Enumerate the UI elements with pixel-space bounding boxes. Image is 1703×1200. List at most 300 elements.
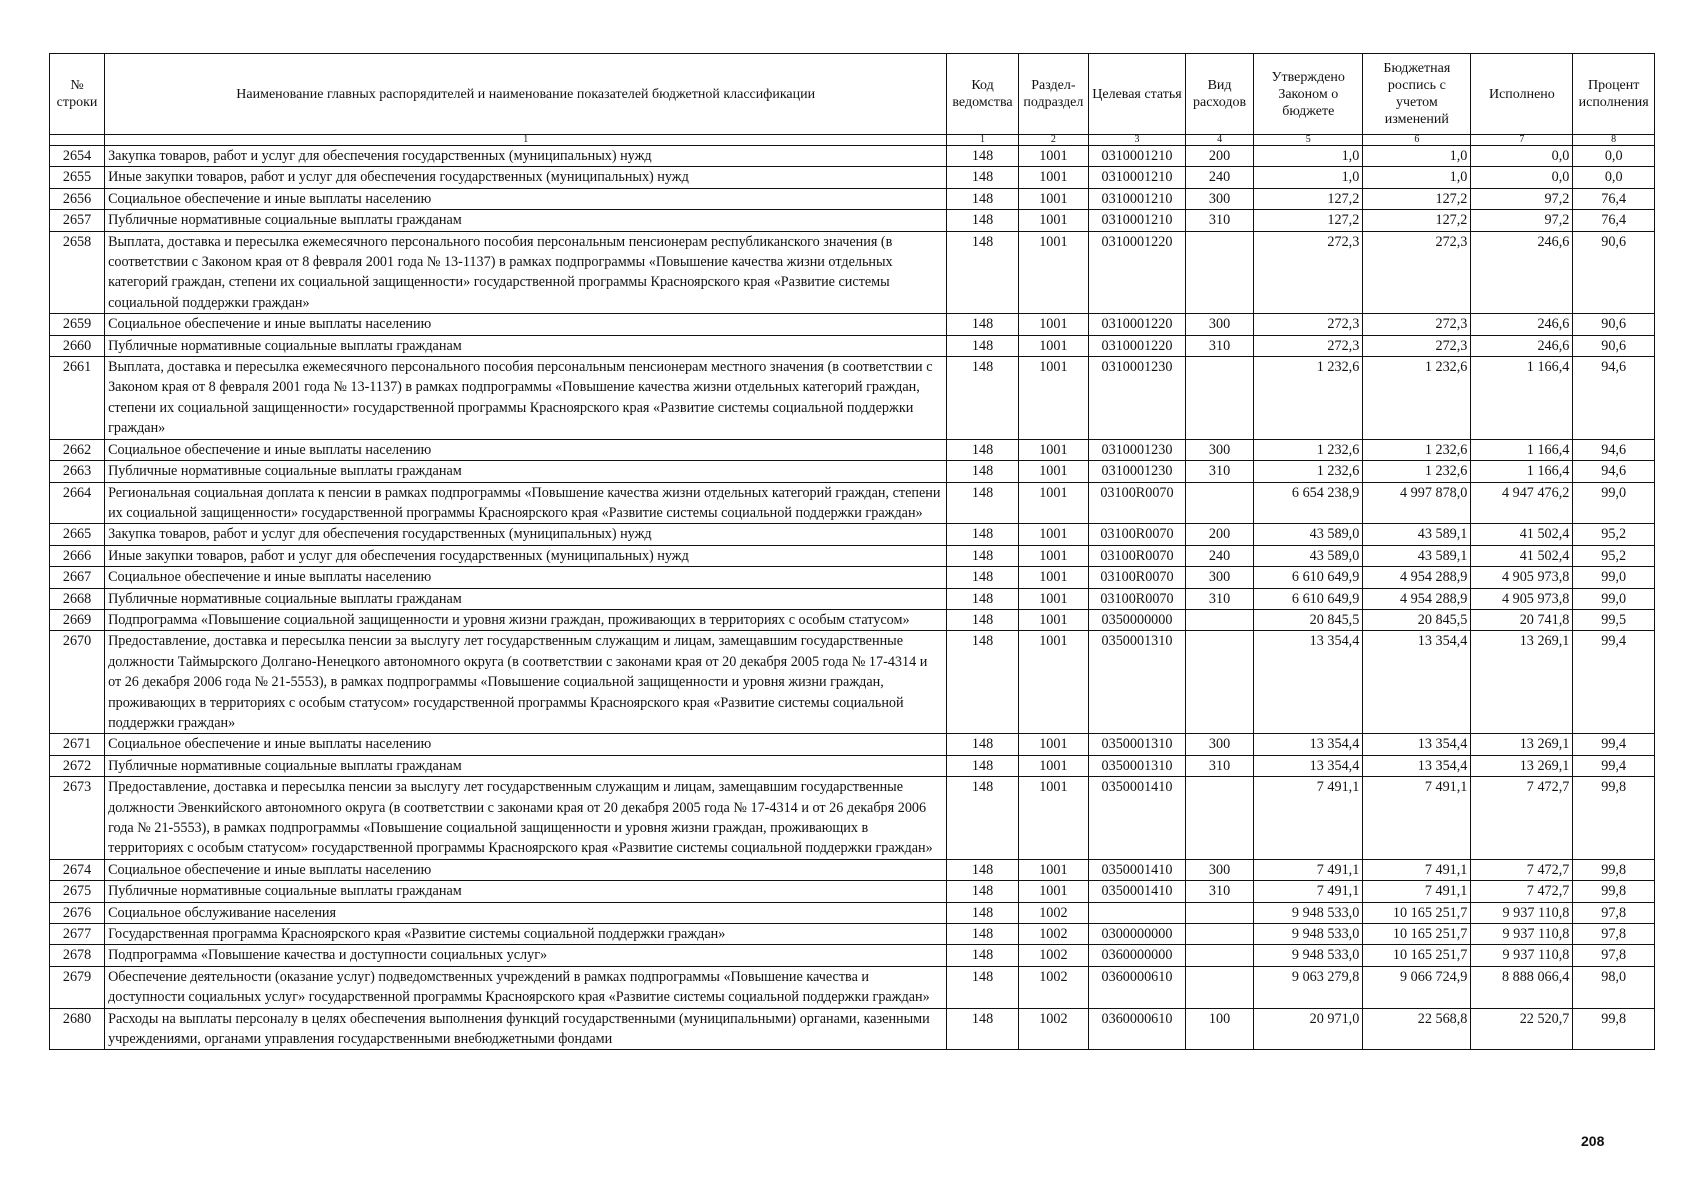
approved-amount-cell: 20 971,0: [1254, 1008, 1363, 1050]
percent-cell: 99,0: [1573, 567, 1655, 588]
row-number-cell: 2672: [50, 755, 105, 776]
row-name-cell: Подпрограмма «Повышение социальной защищенности и уровня жизни граждан, проживающих в территориях с особым статусом»: [105, 609, 947, 630]
executed-amount-cell: 41 502,4: [1471, 524, 1573, 545]
row-number-cell: 2665: [50, 524, 105, 545]
budget-execution-table: [49, 53, 1655, 1050]
approved-amount-cell: 1,0: [1254, 167, 1363, 188]
executed-amount-cell: 22 520,7: [1471, 1008, 1573, 1050]
section-cell: 1001: [1018, 482, 1088, 524]
section-cell: 1001: [1018, 357, 1088, 440]
header-budget-plan: Бюджетная роспись с учетом изменений: [1363, 54, 1471, 135]
header-approved: Утверждено Законом о бюджете: [1254, 54, 1363, 135]
target-item-cell: 0310001220: [1089, 314, 1186, 335]
executed-amount-cell: 9 937 110,8: [1471, 924, 1573, 945]
budget-plan-cell: 1,0: [1363, 146, 1471, 167]
column-number: [50, 135, 105, 146]
dept-code-cell: 148: [947, 461, 1018, 482]
expense-kind-cell: 300: [1185, 439, 1253, 460]
executed-amount-cell: 13 269,1: [1471, 734, 1573, 755]
table-row: [50, 146, 1655, 167]
percent-cell: 99,8: [1573, 859, 1655, 880]
percent-cell: 76,4: [1573, 188, 1655, 209]
row-name-cell: Публичные нормативные социальные выплаты гражданам: [105, 335, 947, 356]
percent-cell: 0,0: [1573, 167, 1655, 188]
approved-amount-cell: 43 589,0: [1254, 524, 1363, 545]
table-row: [50, 524, 1655, 545]
dept-code-cell: 148: [947, 314, 1018, 335]
target-item-cell: 03100R0070: [1089, 524, 1186, 545]
approved-amount-cell: 13 354,4: [1254, 734, 1363, 755]
table-row: [50, 966, 1655, 1008]
page-number: 208: [1581, 1133, 1605, 1149]
expense-kind-cell: [1185, 924, 1253, 945]
column-number: 2: [1018, 135, 1088, 146]
target-item-cell: 0310001210: [1089, 210, 1186, 231]
section-cell: 1001: [1018, 755, 1088, 776]
percent-cell: 99,4: [1573, 734, 1655, 755]
expense-kind-cell: [1185, 231, 1253, 314]
percent-cell: 99,5: [1573, 609, 1655, 630]
header-dept-code: Код ведомства: [947, 54, 1018, 135]
budget-plan-cell: 7 491,1: [1363, 859, 1471, 880]
table-row: [50, 482, 1655, 524]
row-name-cell: Иные закупки товаров, работ и услуг для обеспечения государственных (муниципальных) нужд: [105, 167, 947, 188]
row-name-cell: Публичные нормативные социальные выплаты гражданам: [105, 588, 947, 609]
target-item-cell: 0310001220: [1089, 231, 1186, 314]
budget-plan-cell: 9 066 724,9: [1363, 966, 1471, 1008]
percent-cell: 94,6: [1573, 357, 1655, 440]
row-name-cell: Расходы на выплаты персоналу в целях обеспечения выполнения функций государственными (муниципальными) органами, казенными учреждениями, органами управления государственными внебюджетными фондами: [105, 1008, 947, 1050]
executed-amount-cell: 41 502,4: [1471, 545, 1573, 566]
percent-cell: 99,8: [1573, 881, 1655, 902]
budget-plan-cell: 4 954 288,9: [1363, 567, 1471, 588]
row-number-cell: 2664: [50, 482, 105, 524]
row-name-cell: Публичные нормативные социальные выплаты гражданам: [105, 881, 947, 902]
section-cell: 1001: [1018, 335, 1088, 356]
row-name-cell: Выплата, доставка и пересылка ежемесячного персонального пособия персональным пенсионерам местного значения (в соответствии с Законом края от 8 февраля 2001 года № 13-1137) в рамках подпрограммы «Повышение качества жизни отдельных категорий граждан, степени их социальной защищенности» государственной программы Красноярского края «Развитие системы социальной поддержки граждан»: [105, 357, 947, 440]
executed-amount-cell: 4 905 973,8: [1471, 567, 1573, 588]
target-item-cell: 0350001410: [1089, 881, 1186, 902]
percent-cell: 94,6: [1573, 461, 1655, 482]
row-number-cell: 2660: [50, 335, 105, 356]
percent-cell: 95,2: [1573, 524, 1655, 545]
approved-amount-cell: 6 610 649,9: [1254, 567, 1363, 588]
target-item-cell: 0310001210: [1089, 146, 1186, 167]
header-section: Раздел-подраздел: [1018, 54, 1088, 135]
row-name-cell: Иные закупки товаров, работ и услуг для обеспечения государственных (муниципальных) нужд: [105, 545, 947, 566]
expense-kind-cell: [1185, 777, 1253, 860]
approved-amount-cell: 7 491,1: [1254, 881, 1363, 902]
column-number-row: [50, 135, 1655, 146]
budget-plan-cell: 22 568,8: [1363, 1008, 1471, 1050]
target-item-cell: 0350001310: [1089, 755, 1186, 776]
percent-cell: 97,8: [1573, 902, 1655, 923]
expense-kind-cell: 300: [1185, 188, 1253, 209]
row-name-cell: Социальное обеспечение и иные выплаты населению: [105, 567, 947, 588]
dept-code-cell: 148: [947, 524, 1018, 545]
percent-cell: 90,6: [1573, 314, 1655, 335]
approved-amount-cell: 127,2: [1254, 210, 1363, 231]
expense-kind-cell: 310: [1185, 210, 1253, 231]
row-number-cell: 2657: [50, 210, 105, 231]
target-item-cell: 0360000000: [1089, 945, 1186, 966]
section-cell: 1001: [1018, 631, 1088, 734]
budget-plan-cell: 7 491,1: [1363, 881, 1471, 902]
expense-kind-cell: 300: [1185, 859, 1253, 880]
row-number-cell: 2658: [50, 231, 105, 314]
target-item-cell: 0350001310: [1089, 734, 1186, 755]
section-cell: 1001: [1018, 439, 1088, 460]
section-cell: 1001: [1018, 881, 1088, 902]
table-row: [50, 335, 1655, 356]
section-cell: 1001: [1018, 188, 1088, 209]
percent-cell: 90,6: [1573, 335, 1655, 356]
expense-kind-cell: 240: [1185, 167, 1253, 188]
executed-amount-cell: 246,6: [1471, 314, 1573, 335]
executed-amount-cell: 97,2: [1471, 188, 1573, 209]
target-item-cell: 0310001210: [1089, 167, 1186, 188]
percent-cell: 97,8: [1573, 945, 1655, 966]
budget-plan-cell: 4 997 878,0: [1363, 482, 1471, 524]
expense-kind-cell: [1185, 609, 1253, 630]
approved-amount-cell: 1 232,6: [1254, 357, 1363, 440]
table-row: [50, 609, 1655, 630]
table-row: [50, 1008, 1655, 1050]
row-number-cell: 2678: [50, 945, 105, 966]
target-item-cell: 03100R0070: [1089, 482, 1186, 524]
row-number-cell: 2670: [50, 631, 105, 734]
approved-amount-cell: 272,3: [1254, 231, 1363, 314]
header-expense-kind: Вид расходов: [1185, 54, 1253, 135]
dept-code-cell: 148: [947, 439, 1018, 460]
approved-amount-cell: 9 948 533,0: [1254, 924, 1363, 945]
row-number-cell: 2655: [50, 167, 105, 188]
budget-plan-cell: 1 232,6: [1363, 357, 1471, 440]
percent-cell: 99,0: [1573, 482, 1655, 524]
section-cell: 1002: [1018, 924, 1088, 945]
row-name-cell: Предоставление, доставка и пересылка пенсии за выслугу лет государственным служащим и лицам, замещавшим государственные должности Таймырского Долгано-Ненецкого автономного округа (в соответствии с законами края от 20 декабря 2005 года № 17-4314 и от 26 декабря 2006 года № 21-5553), в рамках подпрограммы «Повышение социальной защищенности и уровня жизни граждан, проживающих в территориях с особым статусом» государственной программы Красноярского края «Развитие системы социальной поддержки граждан»: [105, 631, 947, 734]
dept-code-cell: 148: [947, 482, 1018, 524]
column-number: 7: [1471, 135, 1573, 146]
budget-plan-cell: 43 589,1: [1363, 524, 1471, 545]
target-item-cell: 0360000610: [1089, 1008, 1186, 1050]
section-cell: 1001: [1018, 461, 1088, 482]
percent-cell: 98,0: [1573, 966, 1655, 1008]
executed-amount-cell: 1 166,4: [1471, 439, 1573, 460]
dept-code-cell: 148: [947, 631, 1018, 734]
section-cell: 1001: [1018, 231, 1088, 314]
column-number: 6: [1363, 135, 1471, 146]
row-number-cell: 2674: [50, 859, 105, 880]
column-number: 4: [1185, 135, 1253, 146]
approved-amount-cell: 1 232,6: [1254, 461, 1363, 482]
target-item-cell: 0360000610: [1089, 966, 1186, 1008]
row-number-cell: 2661: [50, 357, 105, 440]
table-row: [50, 545, 1655, 566]
executed-amount-cell: 97,2: [1471, 210, 1573, 231]
expense-kind-cell: 310: [1185, 755, 1253, 776]
dept-code-cell: 148: [947, 902, 1018, 923]
percent-cell: 90,6: [1573, 231, 1655, 314]
executed-amount-cell: 13 269,1: [1471, 631, 1573, 734]
executed-amount-cell: 8 888 066,4: [1471, 966, 1573, 1008]
target-item-cell: 0310001230: [1089, 439, 1186, 460]
row-name-cell: Региональная социальная доплата к пенсии в рамках подпрограммы «Повышение качества жизни отдельных категорий граждан, степени их социальной защищенности» государственной программы Красноярского края «Развитие системы социальной поддержки граждан»: [105, 482, 947, 524]
row-name-cell: Закупка товаров, работ и услуг для обеспечения государственных (муниципальных) нужд: [105, 524, 947, 545]
percent-cell: 76,4: [1573, 210, 1655, 231]
row-name-cell: Публичные нормативные социальные выплаты гражданам: [105, 461, 947, 482]
budget-plan-cell: 4 954 288,9: [1363, 588, 1471, 609]
section-cell: 1002: [1018, 966, 1088, 1008]
budget-plan-cell: 10 165 251,7: [1363, 924, 1471, 945]
expense-kind-cell: [1185, 631, 1253, 734]
dept-code-cell: 148: [947, 859, 1018, 880]
row-number-cell: 2675: [50, 881, 105, 902]
row-number-cell: 2671: [50, 734, 105, 755]
table-row: [50, 755, 1655, 776]
target-item-cell: 03100R0070: [1089, 588, 1186, 609]
expense-kind-cell: [1185, 945, 1253, 966]
budget-plan-cell: 13 354,4: [1363, 631, 1471, 734]
budget-plan-cell: 10 165 251,7: [1363, 945, 1471, 966]
budget-plan-cell: 272,3: [1363, 231, 1471, 314]
executed-amount-cell: 13 269,1: [1471, 755, 1573, 776]
expense-kind-cell: 100: [1185, 1008, 1253, 1050]
row-number-cell: 2669: [50, 609, 105, 630]
header-target-item: Целевая статья: [1089, 54, 1186, 135]
approved-amount-cell: 7 491,1: [1254, 777, 1363, 860]
budget-plan-cell: 1,0: [1363, 167, 1471, 188]
table-row: [50, 167, 1655, 188]
table-row: [50, 357, 1655, 440]
section-cell: 1001: [1018, 210, 1088, 231]
approved-amount-cell: 13 354,4: [1254, 755, 1363, 776]
expense-kind-cell: 240: [1185, 545, 1253, 566]
section-cell: 1001: [1018, 314, 1088, 335]
column-number: 3: [1089, 135, 1186, 146]
row-number-cell: 2656: [50, 188, 105, 209]
table-row: [50, 945, 1655, 966]
row-number-cell: 2677: [50, 924, 105, 945]
column-number: 5: [1254, 135, 1363, 146]
approved-amount-cell: 13 354,4: [1254, 631, 1363, 734]
budget-plan-cell: 127,2: [1363, 188, 1471, 209]
section-cell: 1001: [1018, 567, 1088, 588]
dept-code-cell: 148: [947, 588, 1018, 609]
section-cell: 1001: [1018, 588, 1088, 609]
budget-plan-cell: 272,3: [1363, 335, 1471, 356]
expense-kind-cell: [1185, 966, 1253, 1008]
row-number-cell: 2666: [50, 545, 105, 566]
row-name-cell: Социальное обеспечение и иные выплаты населению: [105, 314, 947, 335]
header-name: Наименование главных распорядителей и наименование показателей бюджетной классификации: [105, 54, 947, 135]
target-item-cell: 0310001210: [1089, 188, 1186, 209]
executed-amount-cell: 20 741,8: [1471, 609, 1573, 630]
target-item-cell: 0310001230: [1089, 357, 1186, 440]
dept-code-cell: 148: [947, 167, 1018, 188]
approved-amount-cell: 43 589,0: [1254, 545, 1363, 566]
table-row: [50, 588, 1655, 609]
section-cell: 1001: [1018, 524, 1088, 545]
expense-kind-cell: 310: [1185, 588, 1253, 609]
table-row: [50, 924, 1655, 945]
percent-cell: 99,8: [1573, 777, 1655, 860]
approved-amount-cell: 272,3: [1254, 314, 1363, 335]
target-item-cell: 03100R0070: [1089, 567, 1186, 588]
section-cell: 1002: [1018, 945, 1088, 966]
percent-cell: 99,8: [1573, 1008, 1655, 1050]
section-cell: 1001: [1018, 146, 1088, 167]
expense-kind-cell: [1185, 902, 1253, 923]
table-row: [50, 881, 1655, 902]
row-number-cell: 2659: [50, 314, 105, 335]
row-name-cell: Закупка товаров, работ и услуг для обеспечения государственных (муниципальных) нужд: [105, 146, 947, 167]
row-name-cell: Социальное обеспечение и иные выплаты населению: [105, 734, 947, 755]
dept-code-cell: 148: [947, 567, 1018, 588]
table-row: [50, 210, 1655, 231]
executed-amount-cell: 7 472,7: [1471, 777, 1573, 860]
percent-cell: 0,0: [1573, 146, 1655, 167]
target-item-cell: 0300000000: [1089, 924, 1186, 945]
budget-plan-cell: 13 354,4: [1363, 755, 1471, 776]
section-cell: 1001: [1018, 859, 1088, 880]
budget-plan-cell: 272,3: [1363, 314, 1471, 335]
target-item-cell: 0350001410: [1089, 777, 1186, 860]
percent-cell: 94,6: [1573, 439, 1655, 460]
table-body: [50, 146, 1655, 1050]
row-number-cell: 2654: [50, 146, 105, 167]
section-cell: 1001: [1018, 777, 1088, 860]
expense-kind-cell: 300: [1185, 567, 1253, 588]
table-row: [50, 567, 1655, 588]
section-cell: 1001: [1018, 609, 1088, 630]
row-name-cell: Выплата, доставка и пересылка ежемесячного персонального пособия персональным пенсионерам республиканского значения (в соответствии с Законом края от 8 февраля 2001 года № 13-1137) в рамках подпрограммы «Повышение качества жизни отдельных категорий граждан, степени их социальной защищенности» государственной программы Красноярского края «Развитие системы социальной поддержки граждан»: [105, 231, 947, 314]
row-number-cell: 2673: [50, 777, 105, 860]
row-number-cell: 2662: [50, 439, 105, 460]
row-name-cell: Социальное обеспечение и иные выплаты населению: [105, 188, 947, 209]
budget-plan-cell: 43 589,1: [1363, 545, 1471, 566]
executed-amount-cell: 246,6: [1471, 335, 1573, 356]
approved-amount-cell: 6 654 238,9: [1254, 482, 1363, 524]
expense-kind-cell: 300: [1185, 314, 1253, 335]
budget-plan-cell: 7 491,1: [1363, 777, 1471, 860]
dept-code-cell: 148: [947, 777, 1018, 860]
executed-amount-cell: 9 937 110,8: [1471, 902, 1573, 923]
executed-amount-cell: 0,0: [1471, 167, 1573, 188]
budget-plan-cell: 127,2: [1363, 210, 1471, 231]
dept-code-cell: 148: [947, 945, 1018, 966]
dept-code-cell: 148: [947, 210, 1018, 231]
percent-cell: 99,4: [1573, 755, 1655, 776]
approved-amount-cell: 9 948 533,0: [1254, 945, 1363, 966]
expense-kind-cell: 310: [1185, 461, 1253, 482]
table-row: [50, 631, 1655, 734]
expense-kind-cell: 310: [1185, 881, 1253, 902]
approved-amount-cell: 20 845,5: [1254, 609, 1363, 630]
header-executed: Исполнено: [1471, 54, 1573, 135]
table-row: [50, 231, 1655, 314]
approved-amount-cell: 1,0: [1254, 146, 1363, 167]
percent-cell: 99,4: [1573, 631, 1655, 734]
expense-kind-cell: 200: [1185, 524, 1253, 545]
row-name-cell: Социальное обеспечение и иные выплаты населению: [105, 439, 947, 460]
section-cell: 1001: [1018, 167, 1088, 188]
percent-cell: 99,0: [1573, 588, 1655, 609]
dept-code-cell: 148: [947, 755, 1018, 776]
approved-amount-cell: 9 063 279,8: [1254, 966, 1363, 1008]
row-name-cell: Публичные нормативные социальные выплаты гражданам: [105, 210, 947, 231]
row-number-cell: 2663: [50, 461, 105, 482]
table-row: [50, 859, 1655, 880]
row-name-cell: Обеспечение деятельности (оказание услуг) подведомственных учреждений в рамках подпрограммы «Повышение качества и доступности социальных услуг» государственной программы Красноярского края «Развитие системы социальной поддержки граждан»: [105, 966, 947, 1008]
section-cell: 1002: [1018, 902, 1088, 923]
executed-amount-cell: 4 905 973,8: [1471, 588, 1573, 609]
table-row: [50, 439, 1655, 460]
column-number: 1: [105, 135, 947, 146]
row-name-cell: Публичные нормативные социальные выплаты гражданам: [105, 755, 947, 776]
executed-amount-cell: 1 166,4: [1471, 461, 1573, 482]
section-cell: 1001: [1018, 734, 1088, 755]
expense-kind-cell: [1185, 482, 1253, 524]
target-item-cell: 0350001410: [1089, 859, 1186, 880]
dept-code-cell: 148: [947, 146, 1018, 167]
row-name-cell: Подпрограмма «Повышение качества и доступности социальных услуг»: [105, 945, 947, 966]
executed-amount-cell: 9 937 110,8: [1471, 945, 1573, 966]
budget-plan-cell: 1 232,6: [1363, 439, 1471, 460]
dept-code-cell: 148: [947, 357, 1018, 440]
dept-code-cell: 148: [947, 188, 1018, 209]
target-item-cell: [1089, 902, 1186, 923]
target-item-cell: 0350001310: [1089, 631, 1186, 734]
row-number-cell: 2676: [50, 902, 105, 923]
expense-kind-cell: 300: [1185, 734, 1253, 755]
approved-amount-cell: 7 491,1: [1254, 859, 1363, 880]
executed-amount-cell: 7 472,7: [1471, 881, 1573, 902]
row-number-cell: 2680: [50, 1008, 105, 1050]
expense-kind-cell: [1185, 357, 1253, 440]
header-row-no: № строки: [50, 54, 105, 135]
target-item-cell: 0310001230: [1089, 461, 1186, 482]
row-name-cell: Социальное обслуживание населения: [105, 902, 947, 923]
dept-code-cell: 148: [947, 734, 1018, 755]
table-row: [50, 461, 1655, 482]
table-row: [50, 777, 1655, 860]
approved-amount-cell: 272,3: [1254, 335, 1363, 356]
approved-amount-cell: 9 948 533,0: [1254, 902, 1363, 923]
header-percent: Процент исполнения: [1573, 54, 1655, 135]
target-item-cell: 0350000000: [1089, 609, 1186, 630]
executed-amount-cell: 246,6: [1471, 231, 1573, 314]
executed-amount-cell: 0,0: [1471, 146, 1573, 167]
budget-plan-cell: 1 232,6: [1363, 461, 1471, 482]
row-name-cell: Государственная программа Красноярского края «Развитие системы социальной поддержки граждан»: [105, 924, 947, 945]
header-row: [50, 54, 1655, 135]
budget-plan-cell: 13 354,4: [1363, 734, 1471, 755]
approved-amount-cell: 1 232,6: [1254, 439, 1363, 460]
table-row: [50, 314, 1655, 335]
executed-amount-cell: 4 947 476,2: [1471, 482, 1573, 524]
row-number-cell: 2667: [50, 567, 105, 588]
percent-cell: 97,8: [1573, 924, 1655, 945]
row-number-cell: 2679: [50, 966, 105, 1008]
budget-plan-cell: 10 165 251,7: [1363, 902, 1471, 923]
row-number-cell: 2668: [50, 588, 105, 609]
dept-code-cell: 148: [947, 335, 1018, 356]
column-number: 8: [1573, 135, 1655, 146]
target-item-cell: 0310001220: [1089, 335, 1186, 356]
dept-code-cell: 148: [947, 966, 1018, 1008]
section-cell: 1001: [1018, 545, 1088, 566]
